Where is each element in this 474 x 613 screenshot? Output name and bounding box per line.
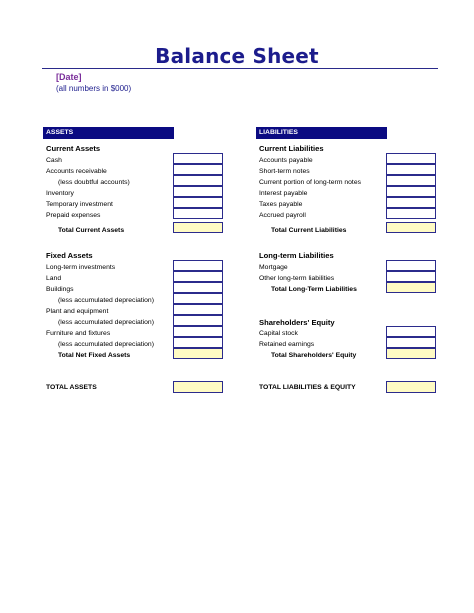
buildings-input[interactable] bbox=[173, 282, 223, 293]
total-equity-cell[interactable] bbox=[386, 348, 436, 359]
date-field[interactable]: [Date] bbox=[56, 72, 82, 82]
total-fixed-assets-label: Total Net Fixed Assets bbox=[58, 352, 131, 359]
total-liabilities-equity-label: TOTAL LIABILITIES & EQUITY bbox=[259, 384, 356, 391]
retained-earnings-input[interactable] bbox=[386, 337, 436, 348]
page-title: Balance Sheet bbox=[155, 44, 319, 68]
liability-label: Short-term notes bbox=[259, 168, 310, 175]
temporary-investment-input[interactable] bbox=[173, 197, 223, 208]
accounts-payable-input[interactable] bbox=[386, 153, 436, 164]
asset-label: Accounts receivable bbox=[46, 168, 107, 175]
inventory-input[interactable] bbox=[173, 186, 223, 197]
asset-label: Plant and equipment bbox=[46, 308, 109, 315]
asset-label: (less accumulated depreciation) bbox=[58, 297, 154, 304]
accrued-payroll-input[interactable] bbox=[386, 208, 436, 219]
total-liabilities-equity-cell[interactable] bbox=[386, 381, 436, 393]
total-long-term-liabilities-label: Total Long-Term Liabilities bbox=[271, 286, 357, 293]
long-term-liabilities-title: Long-term Liabilities bbox=[259, 251, 334, 260]
furniture-depreciation-input[interactable] bbox=[173, 337, 223, 348]
liability-label: Accrued payroll bbox=[259, 212, 306, 219]
accounts-receivable-input[interactable] bbox=[173, 164, 223, 175]
current-portion-notes-input[interactable] bbox=[386, 175, 436, 186]
asset-label: Land bbox=[46, 275, 62, 282]
liabilities-header: LIABILITIES bbox=[256, 127, 387, 139]
long-term-investments-input[interactable] bbox=[173, 260, 223, 271]
plant-equipment-input[interactable] bbox=[173, 304, 223, 315]
current-assets-title: Current Assets bbox=[46, 144, 101, 153]
total-equity-label: Total Shareholders' Equity bbox=[271, 352, 357, 359]
capital-stock-input[interactable] bbox=[386, 326, 436, 337]
asset-label: Temporary investment bbox=[46, 201, 113, 208]
liability-label: Other long-term liabilities bbox=[259, 275, 335, 282]
fixed-assets-title: Fixed Assets bbox=[46, 251, 93, 260]
liability-label: Taxes payable bbox=[259, 201, 303, 208]
short-term-notes-input[interactable] bbox=[386, 164, 436, 175]
interest-payable-input[interactable] bbox=[386, 186, 436, 197]
title-divider bbox=[42, 68, 438, 69]
cash-input[interactable] bbox=[173, 153, 223, 164]
total-current-assets-label: Total Current Assets bbox=[58, 227, 125, 234]
land-input[interactable] bbox=[173, 271, 223, 282]
asset-label: (less doubtful accounts) bbox=[58, 179, 130, 186]
asset-label: (less accumulated depreciation) bbox=[58, 319, 154, 326]
other-long-term-input[interactable] bbox=[386, 271, 436, 282]
asset-label: Furniture and fixtures bbox=[46, 330, 111, 337]
doubtful-accounts-input[interactable] bbox=[173, 175, 223, 186]
asset-label: Prepaid expenses bbox=[46, 212, 101, 219]
total-assets-cell[interactable] bbox=[173, 381, 223, 393]
asset-label: Buildings bbox=[46, 286, 74, 293]
taxes-payable-input[interactable] bbox=[386, 197, 436, 208]
furniture-input[interactable] bbox=[173, 326, 223, 337]
total-current-assets-cell[interactable] bbox=[173, 222, 223, 233]
liability-label: Mortgage bbox=[259, 264, 288, 271]
buildings-depreciation-input[interactable] bbox=[173, 293, 223, 304]
mortgage-input[interactable] bbox=[386, 260, 436, 271]
total-current-liabilities-cell[interactable] bbox=[386, 222, 436, 233]
liability-label: Current portion of long-term notes bbox=[259, 179, 362, 186]
liability-label: Accounts payable bbox=[259, 157, 313, 164]
plant-depreciation-input[interactable] bbox=[173, 315, 223, 326]
total-current-liabilities-label: Total Current Liabilities bbox=[271, 227, 347, 234]
equity-label: Retained earnings bbox=[259, 341, 315, 348]
shareholders-equity-title: Shareholders' Equity bbox=[259, 318, 335, 327]
units-note: (all numbers in $000) bbox=[56, 84, 132, 93]
total-fixed-assets-cell[interactable] bbox=[173, 348, 223, 359]
total-long-term-liabilities-cell[interactable] bbox=[386, 282, 436, 293]
total-assets-label: TOTAL ASSETS bbox=[46, 384, 97, 391]
equity-label: Capital stock bbox=[259, 330, 298, 337]
prepaid-expenses-input[interactable] bbox=[173, 208, 223, 219]
asset-label: Cash bbox=[46, 157, 62, 164]
liability-label: Interest payable bbox=[259, 190, 308, 197]
asset-label: Long-term investments bbox=[46, 264, 116, 271]
asset-label: (less accumulated depreciation) bbox=[58, 341, 154, 348]
asset-label: Inventory bbox=[46, 190, 74, 197]
current-liabilities-title: Current Liabilities bbox=[259, 144, 324, 153]
assets-header: ASSETS bbox=[43, 127, 174, 139]
